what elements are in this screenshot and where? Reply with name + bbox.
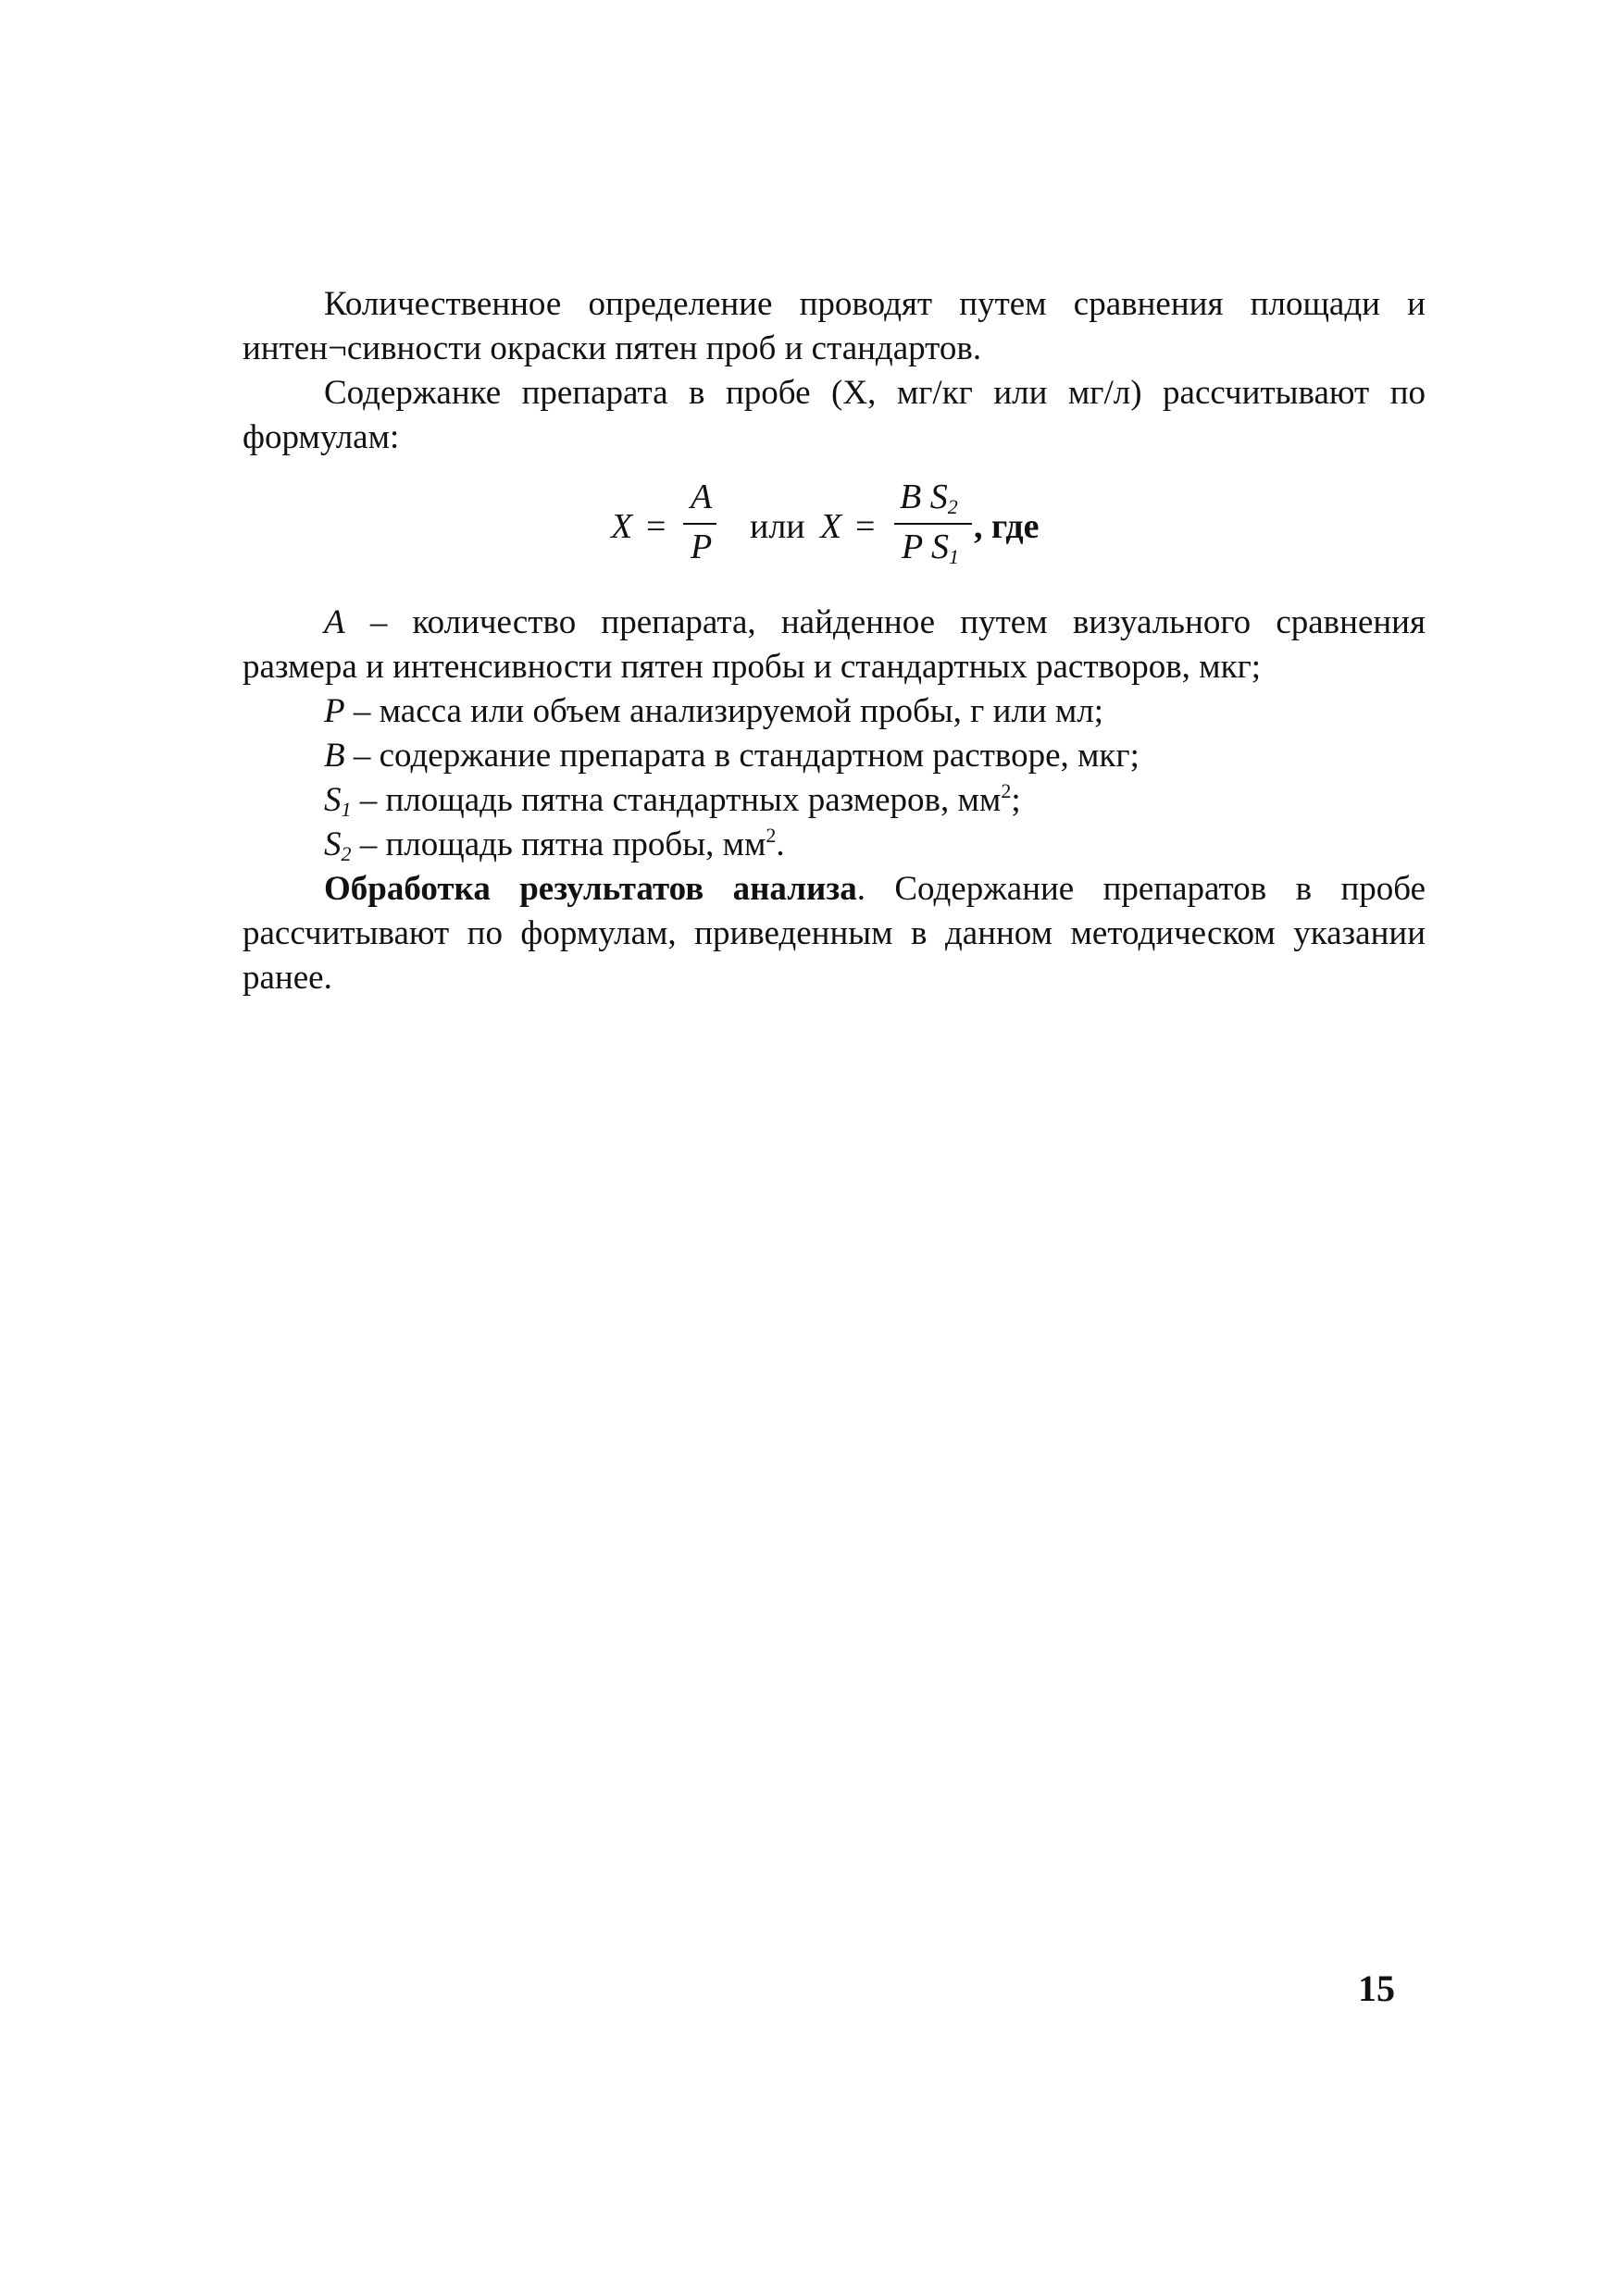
formula-numerator-1: A <box>691 478 713 516</box>
results-processing-heading: Обработка результатов анализа <box>324 870 857 908</box>
definition-s2: $S_2$ – площадь пятна пробы, $мм^2$. <box>324 824 785 865</box>
page-content <box>243 282 1426 1000</box>
page-number: 15 <box>1358 1967 1395 2009</box>
formula-tail: , где <box>974 507 1040 546</box>
definition-a: A – количество препарата, найденное путем визуального сравнения размера и интенсивности пятен пробы и стандартных растворов, мкг; <box>243 603 1426 686</box>
formula-denominator-2: P $S_1$ <box>902 527 960 568</box>
definitions-list <box>243 601 1426 867</box>
formula-or: или <box>750 507 805 546</box>
formula-lhs-2: X <box>820 507 842 546</box>
paragraph-content-calculation: Содержанке препарата в пробе (X, мг/кг или мг/л) рассчитывают по формулам: <box>243 374 1426 456</box>
formula-lhs-1: X <box>611 507 633 546</box>
definition-s1: $S_1$ – площадь пятна стандартных размеров, $мм^2$; <box>324 779 1021 821</box>
definition-p: P – масса или объем анализируемой пробы, г или мл; <box>324 692 1104 730</box>
formula-denominator-1: P <box>691 527 713 566</box>
paragraph-quantitative-determination: Количественное определение проводят путем сравнения площади и интен¬сивности окраски пятен проб и стандартов. <box>243 285 1426 367</box>
formula-numerator-2: B $S_2$ <box>900 478 958 518</box>
formula-equals-2: = <box>855 507 876 546</box>
formula <box>243 471 1426 582</box>
definition-b: B – содержание препарата в стандартном растворе, мкг; <box>324 737 1140 775</box>
paragraph-results-processing: Обработка результатов анализа. Содержание препаратов в пробе рассчитывают по формулам, приведенным в данном методическом указании ранее. <box>243 870 1426 997</box>
formula-equals-1: = <box>646 507 666 546</box>
